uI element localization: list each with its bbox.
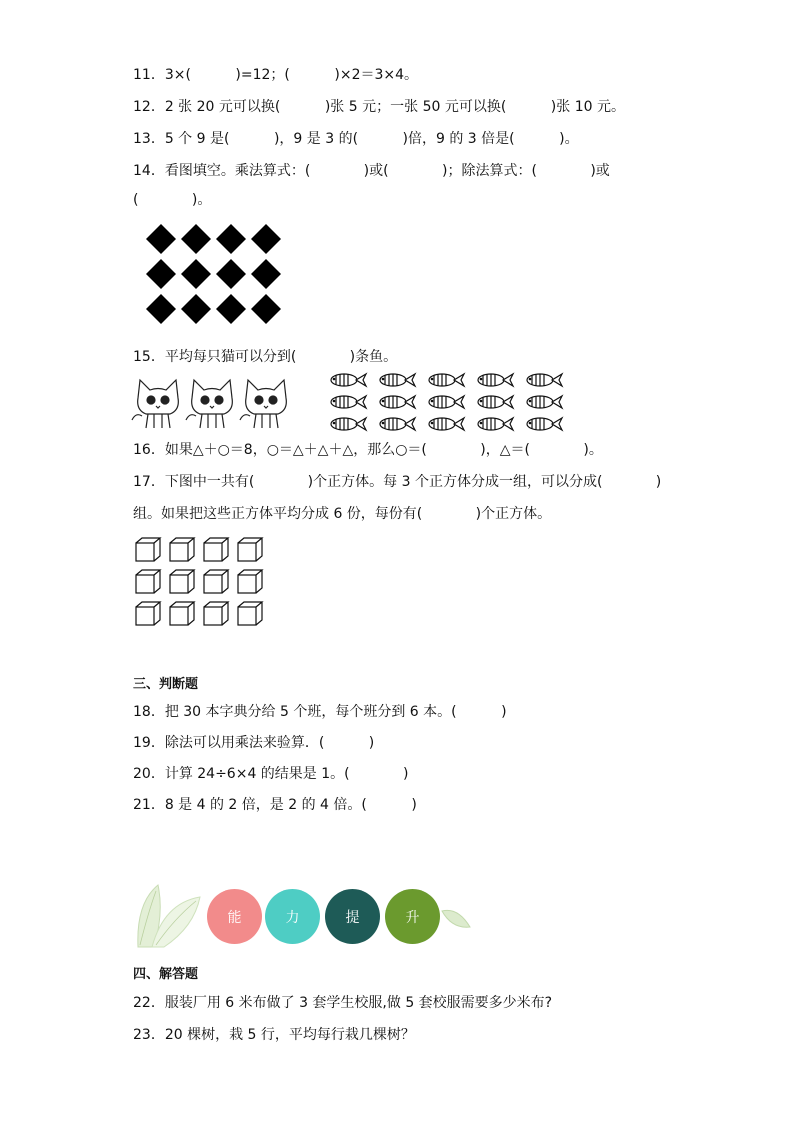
cube-icon (238, 602, 262, 625)
question-14-line-2: ( )。 (133, 192, 212, 208)
fish-icon (429, 374, 464, 386)
cube-icon (238, 570, 262, 593)
cubes-figure (133, 535, 268, 627)
diamond (146, 259, 176, 289)
section-4-title: 四、解答题 (133, 967, 199, 982)
cube-icon (204, 570, 228, 593)
question-12: 12．2 张 20 元可以换( )张 5 元；一张 50 元可以换( )张 10 元。 (133, 99, 625, 115)
fish-figure (330, 372, 570, 434)
cube-icon (170, 570, 194, 593)
banner-char: 提 (345, 909, 360, 926)
diamond (251, 224, 281, 254)
banner-circle-4 (385, 889, 440, 944)
question-19: 19．除法可以用乘法来验算．( ) (133, 735, 375, 751)
ability-banner (134, 883, 474, 949)
question-17-line-1: 17．下图中一共有( )个正方体。每 3 个正方体分成一组，可以分成( ) (133, 474, 662, 490)
banner-circle-2 (265, 889, 320, 944)
small-leaf-icon (440, 907, 472, 931)
question-21: 21．8 是 4 的 2 倍，是 2 的 4 倍。( ) (133, 797, 417, 813)
cat-icon (240, 380, 286, 428)
banner-char: 能 (227, 909, 242, 926)
fish-icon (429, 418, 464, 430)
fish-icon (527, 418, 562, 430)
diamond (146, 224, 176, 254)
banner-circle-1 (207, 889, 262, 944)
banner-circle-3 (325, 889, 380, 944)
cube-icon (136, 538, 160, 561)
question-22: 22．服装厂用 6 米布做了 3 套学生校服,做 5 套校服需要多少米布? (133, 995, 553, 1011)
question-15: 15．平均每只猫可以分到( )条鱼。 (133, 349, 398, 365)
diamond (216, 259, 246, 289)
question-11: 11．3×( )=12；( )×2＝3×4。 (133, 67, 419, 83)
cube-icon (136, 570, 160, 593)
section-3-title: 三、判断题 (133, 677, 199, 692)
diamond (251, 294, 281, 324)
diamond (251, 259, 281, 289)
fish-icon (380, 418, 415, 430)
fish-icon (429, 396, 464, 408)
fish-icon (331, 418, 366, 430)
cat-icon (132, 380, 178, 428)
cat-icon (186, 380, 232, 428)
diamond-grid-figure (146, 224, 286, 328)
question-18: 18．把 30 本字典分给 5 个班，每个班分到 6 本。( ) (133, 704, 507, 720)
leaf-decoration-icon (134, 883, 214, 949)
fish-icon (527, 374, 562, 386)
cube-icon (136, 602, 160, 625)
cube-icon (204, 538, 228, 561)
fish-icon (331, 396, 366, 408)
fish-icon (527, 396, 562, 408)
question-13: 13．5 个 9 是( )，9 是 3 的( )倍，9 的 3 倍是( )。 (133, 131, 579, 147)
fish-icon (331, 374, 366, 386)
question-17-line-2: 组。如果把这些正方体平均分成 6 份，每份有( )个正方体。 (133, 506, 552, 522)
question-16: 16．如果△＋○＝8，○＝△＋△＋△，那么○＝( )，△＝( )。 (133, 442, 603, 458)
cube-icon (170, 538, 194, 561)
question-20: 20．计算 24÷6×4 的结果是 1。( ) (133, 766, 409, 782)
diamond (216, 224, 246, 254)
fish-icon (478, 374, 513, 386)
fish-icon (380, 374, 415, 386)
question-23: 23．20 棵树，栽 5 行，平均每行栽几棵树？ (133, 1027, 415, 1043)
diamond (181, 259, 211, 289)
fish-icon (478, 396, 513, 408)
cats-figure (130, 376, 310, 432)
fish-icon (380, 396, 415, 408)
question-14-line-1: 14．看图填空。乘法算式：( )或( )；除法算式：( )或 (133, 163, 610, 179)
cube-icon (238, 538, 262, 561)
diamond (216, 294, 246, 324)
diamond (181, 224, 211, 254)
banner-char: 力 (285, 909, 300, 926)
banner-char: 升 (405, 909, 420, 926)
fish-icon (478, 418, 513, 430)
diamond (146, 294, 176, 324)
diamond (181, 294, 211, 324)
cube-icon (204, 602, 228, 625)
cube-icon (170, 602, 194, 625)
